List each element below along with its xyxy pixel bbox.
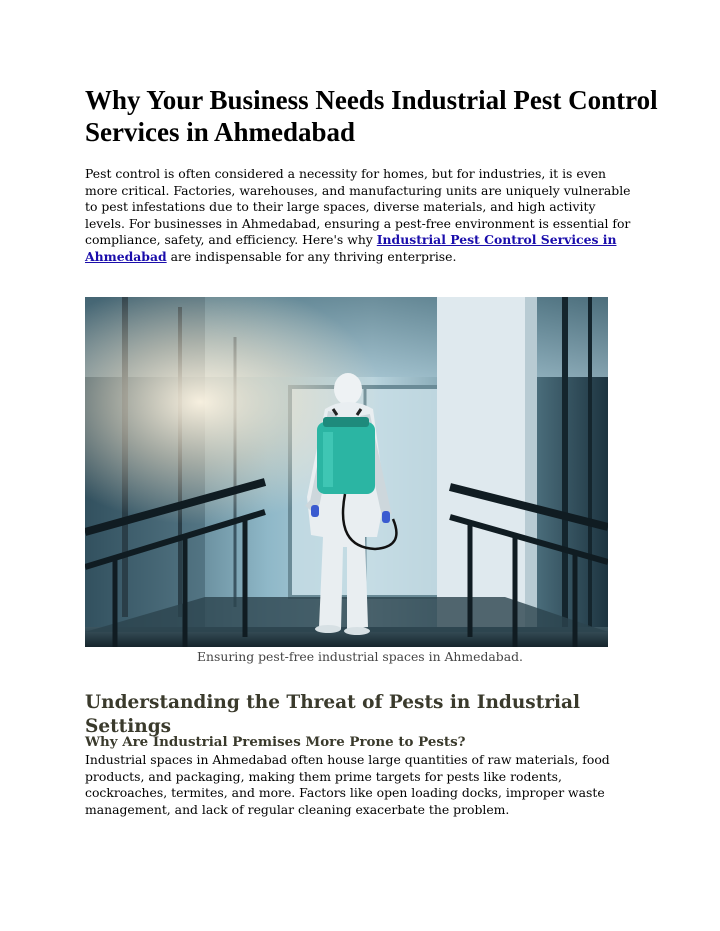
subsection-heading: Why Are Industrial Premises More Prone to Pests? — [85, 734, 466, 750]
industrial-pest-control-link[interactable]: Industrial Pest Control Services in Ahmedabad — [85, 232, 617, 264]
intro-paragraph — [85, 166, 635, 266]
image-caption: Ensuring pest-free industrial spaces in Ahmedabad. — [196, 649, 524, 664]
article-title: Why Your Business Needs Industrial Pest Control Services in Ahmedabad — [85, 85, 658, 147]
subsection-paragraph: Industrial spaces in Ahmedabad often house large quantities of raw materials, food products, and packaging, making them prime targets for pests like rodents, cockroaches, termites, and more. Factors like open loading docks, improper waste management, and lack of regular cleaning exacerbate the problem. — [85, 752, 610, 817]
section-heading: Understanding the Threat of Pests in Industrial Settings — [85, 692, 581, 737]
intro-text-start: Pest control is often considered a necessity for homes, but for industries, it is even more critical. Factories, warehouses, and manufacturing units are uniquely vulnerable to pest infestations due to their large spaces, diverse materials, and high activity levels. For businesses in Ahmedabad, ensuring a pest-free environment is essential for compliance, safety, and efficiency. Here's why — [85, 166, 631, 248]
pest-control-worker-photo — [85, 297, 608, 647]
intro-text-end: are indispensable for any thriving enterprise. — [166, 248, 457, 264]
